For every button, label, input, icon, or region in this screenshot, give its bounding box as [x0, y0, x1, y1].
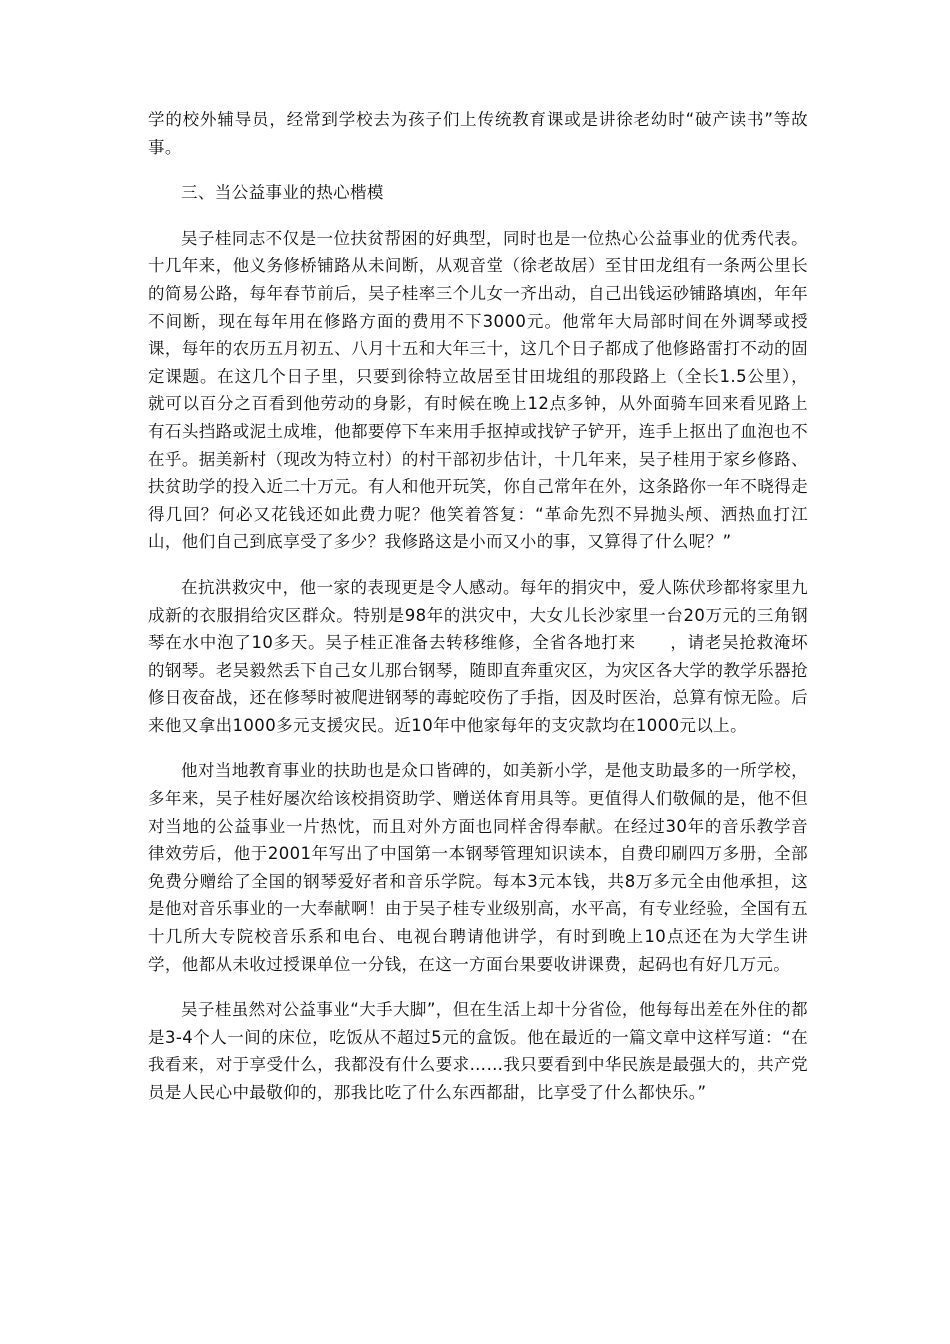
paragraph: 吴子桂虽然对公益事业“大手大脚”，但在生活上却十分省俭，他每每出差在外住的都是3-4个人一间的床位，吃饭从不超过5元的盒饭。他在最近的一篇文章中这样写道：“在我看来，对于享受什么，我都没有什么要求……我只要看到中华民族是最强大的，共产党员是人民心中最敬仰的，那我比吃了什么东西都甜，比享受了什么都快乐。” — [148, 1000, 808, 1102]
section-heading: 三、当公益事业的热心楷模 — [181, 183, 384, 203]
paragraph: 吴子桂同志不仅是一位扶贫帮困的好典型，同时也是一位热心公益事业的优秀代表。十几年来，他义务修桥铺路从未间断，从观音堂（徐老故居）至甘田龙组有一条两公里长的简易公路，每年春节前后，吴子桂率三个儿女一齐出动，自己出钱运砂铺路填凼，年年不间断，现在每年用在修路方面的费用不下3000元。他常年大局部时间在外调琴或授课，每年的农历五月初五、八月十五和大年三十，这几个日子都成了他修路雷打不动的固定课题。在这几个日子里，只要到徐特立故居至甘田垅组的那段路上（全长1.5公里），就可以百分之百看到他劳动的身影，有时候在晚上12点多钟，从外面骑车回来看见路上有石头挡路或泥土成堆，他都要停下车来用手抠掉或找铲子铲开，连手上抠出了血泡也不在乎。据美新村（现改为特立村）的村干部初步估计，十几年来，吴子桂用于家乡修路、扶贫助学的投入近二十万元。有人和他开玩笑，你自己常年在外，这条路你一年不晓得走得几回？何必又花钱还如此费力呢？他笑着答复：“革命先烈不异抛头颅、洒热血打江山，他们自己到底享受了多少？我修路这是小而又小的事，又算得了什么呢？” — [148, 228, 808, 552]
paragraph: 在抗洪救灾中，他一家的表现更是令人感动。每年的捐灾中，爱人陈伏珍都将家里九成新的衣服捐给灾区群众。特别是98年的洪灾中，大女儿长沙家里一台20万元的三角钢琴在水中泡了10多天。吴子桂正准备去转移维修，全省各地打来 ，请老吴抢救淹坏的钢琴。老吴毅然丢下自己女儿那台钢琴，随即直奔重灾区，为灾区各大学的教学乐器抢修日夜奋战，还在修琴时被爬进钢琴的毒蛇咬伤了手指，因及时医治，总算有惊无险。后来他又拿出1000多元支援灾民。近10年中他家每年的支灾款均在1000元以上。 — [148, 577, 808, 735]
paragraph-continuation: 学的校外辅导员，经常到学校去为孩子们上传统教育课或是讲徐老幼时“破产读书”等故事。 — [148, 110, 808, 157]
document-body — [148, 106, 808, 1107]
paragraph: 他对当地教育事业的扶助也是众口皆碑的，如美新小学，是他支助最多的一所学校，多年来，吴子桂好屡次给该校捐资助学、赠送体育用具等。更值得人们敬佩的是，他不但对当地的公益事业一片热忱，而且对外方面也同样舍得奉献。在经过30年的音乐教学音律效劳后，他于2001年写出了中国第一本钢琴管理知识读本，自费印刷四万多册，全部免费分赠给了全国的钢琴爱好者和音乐学院。每本3元本钱，共8万多元全由他承担，这是他对音乐事业的一大奉献啊！由于吴子桂专业级别高，水平高，有专业经验，全国有五十几所大专院校音乐系和电台、电视台聘请他讲学，有时到晚上10点还在为大学生讲学，他都从未收过授课单位一分钱，在这一方面台果要收讲课费，起码也有好几万元。 — [148, 761, 808, 974]
